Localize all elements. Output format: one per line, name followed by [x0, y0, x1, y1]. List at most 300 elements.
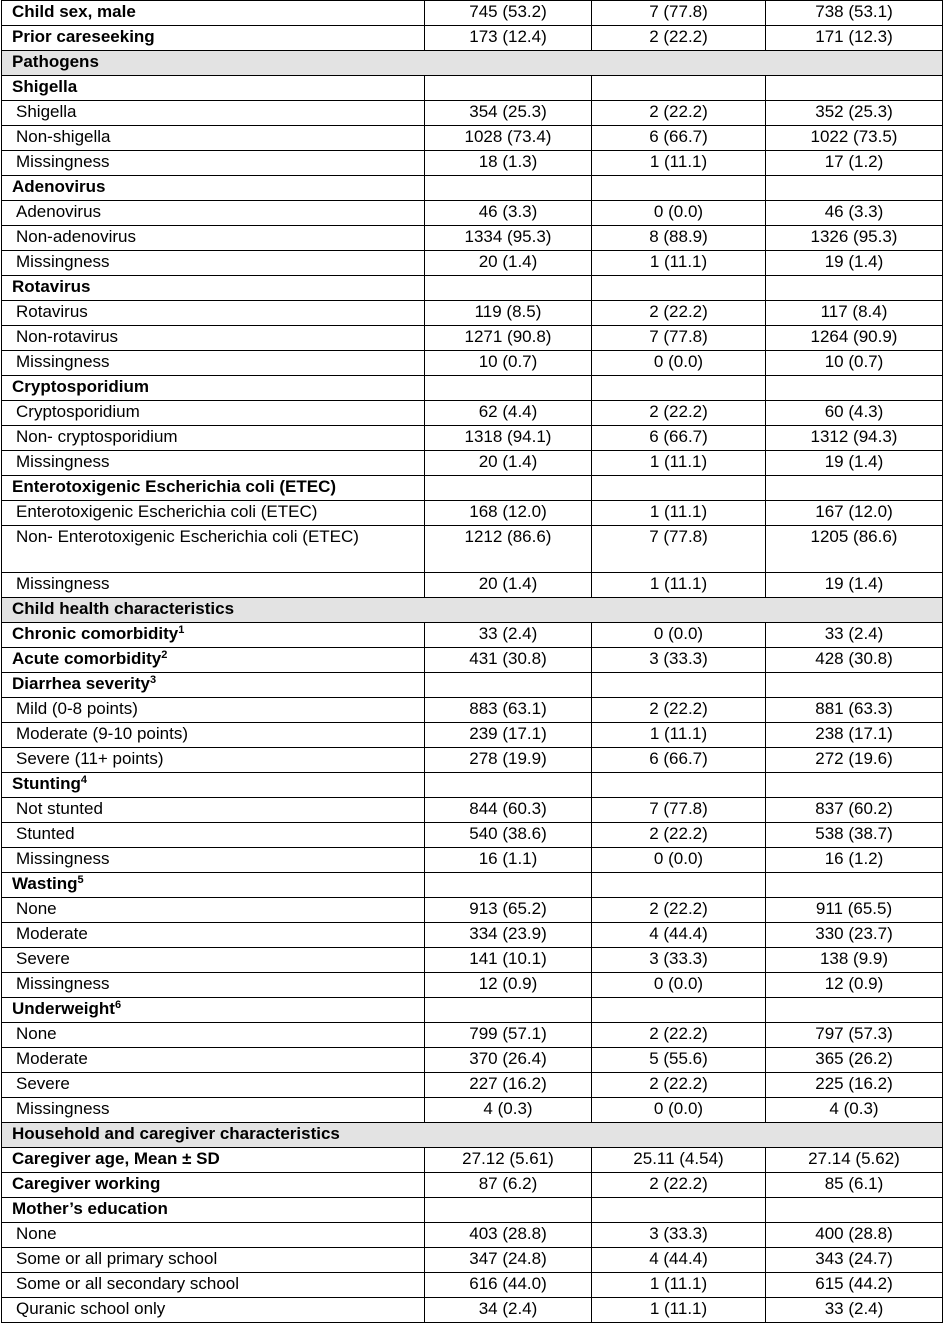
value-cell-col1	[425, 176, 592, 201]
value-cell-col3: 911 (65.5)	[766, 898, 943, 923]
row-label	[2, 26, 425, 51]
value-cell-col1	[425, 476, 592, 501]
value-cell-col2: 6 (66.7)	[592, 426, 766, 451]
value-cell-col1: 745 (53.2)	[425, 1, 592, 26]
value-cell-col3: 16 (1.2)	[766, 848, 943, 873]
table-row-variable	[2, 648, 943, 673]
value-cell-col3: 1326 (95.3)	[766, 226, 943, 251]
value-cell-col3: 10 (0.7)	[766, 351, 943, 376]
table-row-subcategory	[2, 1073, 943, 1098]
value-cell-col2	[592, 673, 766, 698]
row-label-text: Acute comorbidity	[12, 649, 162, 668]
value-cell-col3	[766, 773, 943, 798]
row-label-text: Non- Enterotoxigenic Escherichia coli (ETEC)	[16, 527, 359, 546]
row-label	[2, 923, 425, 948]
row-label	[2, 1273, 425, 1298]
value-cell-col2: 1 (11.1)	[592, 151, 766, 176]
row-label	[2, 873, 425, 898]
row-label-text: Severe	[16, 949, 70, 968]
row-label	[2, 451, 425, 476]
value-cell-col2: 0 (0.0)	[592, 201, 766, 226]
row-label	[2, 1023, 425, 1048]
table-row-variable	[2, 1198, 943, 1223]
value-cell-col2: 1 (11.1)	[592, 1273, 766, 1298]
value-cell-col3: 738 (53.1)	[766, 1, 943, 26]
value-cell-col3: 1264 (90.9)	[766, 326, 943, 351]
value-cell-col3: 881 (63.3)	[766, 698, 943, 723]
row-label	[2, 176, 425, 201]
value-cell-col3	[766, 998, 943, 1023]
row-label	[2, 648, 425, 673]
table-row-variable	[2, 873, 943, 898]
row-label	[2, 476, 425, 501]
row-label	[2, 351, 425, 376]
value-cell-col2: 0 (0.0)	[592, 973, 766, 998]
value-cell-col1: 1028 (73.4)	[425, 126, 592, 151]
value-cell-col3: 33 (2.4)	[766, 623, 943, 648]
value-cell-col3: 19 (1.4)	[766, 573, 943, 598]
value-cell-col3: 117 (8.4)	[766, 301, 943, 326]
row-label-text: Not stunted	[16, 799, 103, 818]
value-cell-col2: 2 (22.2)	[592, 823, 766, 848]
table-row-variable	[2, 1, 943, 26]
table-row-subcategory	[2, 101, 943, 126]
value-cell-col1: 141 (10.1)	[425, 948, 592, 973]
value-cell-col3: 343 (24.7)	[766, 1248, 943, 1273]
value-cell-col2: 8 (88.9)	[592, 226, 766, 251]
value-cell-col1: 168 (12.0)	[425, 501, 592, 526]
row-label	[2, 501, 425, 526]
value-cell-col2: 0 (0.0)	[592, 1098, 766, 1123]
table-row-subcategory	[2, 401, 943, 426]
row-label-text: Shigella	[12, 77, 78, 96]
value-cell-col2: 2 (22.2)	[592, 26, 766, 51]
table-row-variable	[2, 376, 943, 401]
row-label-text: Severe	[16, 1074, 70, 1093]
value-cell-col1: 18 (1.3)	[425, 151, 592, 176]
row-label-text: Mild (0-8 points)	[16, 699, 138, 718]
row-label-text: Cryptosporidium	[12, 377, 149, 396]
value-cell-col2: 1 (11.1)	[592, 723, 766, 748]
value-cell-col3: 171 (12.3)	[766, 26, 943, 51]
row-label-text: Some or all secondary school	[16, 1274, 240, 1293]
value-cell-col3: 538 (38.7)	[766, 823, 943, 848]
row-label-text: Missingness	[16, 974, 110, 993]
value-cell-col1: 431 (30.8)	[425, 648, 592, 673]
section-header-row	[2, 51, 943, 76]
value-cell-col1: 62 (4.4)	[425, 401, 592, 426]
table-row-variable	[2, 1148, 943, 1173]
value-cell-col3: 400 (28.8)	[766, 1223, 943, 1248]
row-label	[2, 1198, 425, 1223]
value-cell-col2	[592, 376, 766, 401]
value-cell-col2: 1 (11.1)	[592, 251, 766, 276]
value-cell-col3: 85 (6.1)	[766, 1173, 943, 1198]
row-label	[2, 126, 425, 151]
value-cell-col2: 7 (77.8)	[592, 526, 766, 573]
value-cell-col1	[425, 673, 592, 698]
table-row-subcategory	[2, 201, 943, 226]
value-cell-col1: 20 (1.4)	[425, 451, 592, 476]
table-row-variable	[2, 276, 943, 301]
value-cell-col2: 25.11 (4.54)	[592, 1148, 766, 1173]
value-cell-col2: 4 (44.4)	[592, 1248, 766, 1273]
row-label	[2, 276, 425, 301]
value-cell-col3: 615 (44.2)	[766, 1273, 943, 1298]
row-label-text: Some or all primary school	[16, 1249, 218, 1268]
value-cell-col3	[766, 673, 943, 698]
value-cell-col1: 20 (1.4)	[425, 573, 592, 598]
row-label	[2, 1248, 425, 1273]
row-label	[2, 948, 425, 973]
table-row-subcategory	[2, 451, 943, 476]
value-cell-col2: 1 (11.1)	[592, 1298, 766, 1323]
footnote-marker: 3	[149, 674, 157, 686]
table-row-subcategory	[2, 1098, 943, 1123]
table-row-subcategory	[2, 526, 943, 573]
value-cell-col3: 12 (0.9)	[766, 973, 943, 998]
row-label-text: Moderate (9-10 points)	[16, 724, 188, 743]
table-row-subcategory	[2, 973, 943, 998]
row-label	[2, 798, 425, 823]
value-cell-col3: 19 (1.4)	[766, 451, 943, 476]
row-label-text: Child sex, male	[12, 2, 136, 21]
value-cell-col1	[425, 1198, 592, 1223]
value-cell-col2: 7 (77.8)	[592, 326, 766, 351]
value-cell-col1: 239 (17.1)	[425, 723, 592, 748]
value-cell-col3	[766, 76, 943, 101]
value-cell-col3	[766, 276, 943, 301]
table-row-variable	[2, 76, 943, 101]
value-cell-col1	[425, 376, 592, 401]
value-cell-col3: 428 (30.8)	[766, 648, 943, 673]
row-label-text: Mother’s education	[12, 1199, 168, 1218]
row-label-text: Missingness	[16, 452, 110, 471]
row-label	[2, 201, 425, 226]
value-cell-col3: 19 (1.4)	[766, 251, 943, 276]
value-cell-col3: 4 (0.3)	[766, 1098, 943, 1123]
table-row-subcategory	[2, 501, 943, 526]
value-cell-col1	[425, 76, 592, 101]
table-row-subcategory	[2, 1023, 943, 1048]
row-label-text: Missingness	[16, 849, 110, 868]
table-body	[2, 1, 943, 1323]
value-cell-col3: 1205 (86.6)	[766, 526, 943, 573]
row-label	[2, 1148, 425, 1173]
value-cell-col2: 3 (33.3)	[592, 948, 766, 973]
table-row-subcategory	[2, 351, 943, 376]
row-label	[2, 673, 425, 698]
section-title: Child health characteristics	[2, 598, 943, 623]
row-label	[2, 101, 425, 126]
value-cell-col3: 352 (25.3)	[766, 101, 943, 126]
table-row-subcategory	[2, 1223, 943, 1248]
row-label-text: Shigella	[16, 102, 77, 121]
table-row-subcategory	[2, 723, 943, 748]
value-cell-col2: 7 (77.8)	[592, 798, 766, 823]
row-label-text: Missingness	[16, 574, 110, 593]
value-cell-col1: 1212 (86.6)	[425, 526, 592, 573]
value-cell-col1: 173 (12.4)	[425, 26, 592, 51]
section-header-row	[2, 1123, 943, 1148]
value-cell-col1: 33 (2.4)	[425, 623, 592, 648]
value-cell-col3: 330 (23.7)	[766, 923, 943, 948]
table-row-variable	[2, 998, 943, 1023]
value-cell-col1: 12 (0.9)	[425, 973, 592, 998]
value-cell-col1: 883 (63.1)	[425, 698, 592, 723]
value-cell-col2: 2 (22.2)	[592, 698, 766, 723]
table-row-subcategory	[2, 698, 943, 723]
table-row-subcategory	[2, 126, 943, 151]
value-cell-col2: 1 (11.1)	[592, 501, 766, 526]
row-label-text: None	[16, 1224, 57, 1243]
table-row-subcategory	[2, 923, 943, 948]
value-cell-col1	[425, 873, 592, 898]
value-cell-col3: 365 (26.2)	[766, 1048, 943, 1073]
row-label	[2, 251, 425, 276]
value-cell-col1: 119 (8.5)	[425, 301, 592, 326]
value-cell-col1: 540 (38.6)	[425, 823, 592, 848]
row-label-text: Underweight	[12, 999, 115, 1018]
row-label	[2, 973, 425, 998]
value-cell-col1: 1318 (94.1)	[425, 426, 592, 451]
row-label	[2, 226, 425, 251]
value-cell-col3: 1022 (73.5)	[766, 126, 943, 151]
value-cell-col3: 46 (3.3)	[766, 201, 943, 226]
row-label	[2, 151, 425, 176]
value-cell-col3: 837 (60.2)	[766, 798, 943, 823]
row-label	[2, 301, 425, 326]
row-label	[2, 1073, 425, 1098]
row-label-text: Prior careseeking	[12, 27, 155, 46]
value-cell-col1: 370 (26.4)	[425, 1048, 592, 1073]
footnote-marker: 6	[114, 999, 122, 1011]
value-cell-col3: 33 (2.4)	[766, 1298, 943, 1323]
characteristics-table	[1, 0, 943, 1323]
value-cell-col1: 799 (57.1)	[425, 1023, 592, 1048]
section-title: Household and caregiver characteristics	[2, 1123, 943, 1148]
value-cell-col2: 2 (22.2)	[592, 101, 766, 126]
value-cell-col3: 225 (16.2)	[766, 1073, 943, 1098]
row-label-text: Wasting	[12, 874, 78, 893]
value-cell-col2: 0 (0.0)	[592, 351, 766, 376]
value-cell-col2: 2 (22.2)	[592, 1073, 766, 1098]
row-label-text: Missingness	[16, 352, 110, 371]
table-row-subcategory	[2, 326, 943, 351]
value-cell-col3: 60 (4.3)	[766, 401, 943, 426]
footnote-marker: 1	[178, 624, 185, 636]
row-label	[2, 1173, 425, 1198]
row-label	[2, 376, 425, 401]
footnote-marker: 4	[80, 774, 88, 786]
section-title: Pathogens	[2, 51, 943, 76]
table-row-subcategory	[2, 426, 943, 451]
row-label-text: Missingness	[16, 152, 110, 171]
row-label	[2, 848, 425, 873]
row-label	[2, 898, 425, 923]
value-cell-col2	[592, 476, 766, 501]
row-label-text: Non- cryptosporidium	[16, 427, 178, 446]
value-cell-col2: 6 (66.7)	[592, 748, 766, 773]
row-label-text: Severe (11+ points)	[16, 749, 164, 768]
row-label	[2, 1048, 425, 1073]
value-cell-col2: 7 (77.8)	[592, 1, 766, 26]
value-cell-col2: 3 (33.3)	[592, 1223, 766, 1248]
value-cell-col1: 34 (2.4)	[425, 1298, 592, 1323]
value-cell-col3	[766, 873, 943, 898]
row-label	[2, 526, 425, 573]
row-label	[2, 823, 425, 848]
footnote-marker: 2	[161, 649, 168, 661]
table-row-subcategory	[2, 848, 943, 873]
value-cell-col2: 3 (33.3)	[592, 648, 766, 673]
value-cell-col1: 16 (1.1)	[425, 848, 592, 873]
row-label	[2, 1098, 425, 1123]
value-cell-col3: 167 (12.0)	[766, 501, 943, 526]
value-cell-col3: 797 (57.3)	[766, 1023, 943, 1048]
table-row-variable	[2, 623, 943, 648]
row-label-text: Diarrhea severity	[12, 674, 150, 693]
value-cell-col1: 844 (60.3)	[425, 798, 592, 823]
row-label-text: Non-shigella	[16, 127, 111, 146]
row-label-text: Non-rotavirus	[16, 327, 119, 346]
value-cell-col3	[766, 176, 943, 201]
table-row-variable	[2, 673, 943, 698]
table-row-subcategory	[2, 798, 943, 823]
row-label-text: Adenovirus	[12, 177, 106, 196]
row-label	[2, 1298, 425, 1323]
value-cell-col3: 138 (9.9)	[766, 948, 943, 973]
table-row-variable	[2, 476, 943, 501]
table-row-subcategory	[2, 1273, 943, 1298]
row-label-text: Rotavirus	[12, 277, 91, 296]
row-label	[2, 623, 425, 648]
value-cell-col3	[766, 1198, 943, 1223]
row-label	[2, 748, 425, 773]
value-cell-col2	[592, 998, 766, 1023]
value-cell-col1: 403 (28.8)	[425, 1223, 592, 1248]
row-label-text: Cryptosporidium	[16, 402, 140, 421]
value-cell-col1: 227 (16.2)	[425, 1073, 592, 1098]
row-label-text: Quranic school only	[16, 1299, 166, 1318]
table-row-subcategory	[2, 1298, 943, 1323]
value-cell-col3: 1312 (94.3)	[766, 426, 943, 451]
row-label	[2, 698, 425, 723]
value-cell-col2	[592, 176, 766, 201]
value-cell-col2: 1 (11.1)	[592, 451, 766, 476]
value-cell-col2: 2 (22.2)	[592, 1023, 766, 1048]
value-cell-col2: 0 (0.0)	[592, 848, 766, 873]
section-header-row	[2, 598, 943, 623]
value-cell-col3	[766, 376, 943, 401]
row-label-text: Adenovirus	[16, 202, 102, 221]
row-label	[2, 723, 425, 748]
row-label	[2, 76, 425, 101]
value-cell-col1: 46 (3.3)	[425, 201, 592, 226]
value-cell-col2: 0 (0.0)	[592, 623, 766, 648]
table-row-subcategory	[2, 748, 943, 773]
value-cell-col1: 87 (6.2)	[425, 1173, 592, 1198]
value-cell-col3: 238 (17.1)	[766, 723, 943, 748]
row-label-text: Moderate	[16, 924, 88, 943]
value-cell-col3: 27.14 (5.62)	[766, 1148, 943, 1173]
row-label	[2, 573, 425, 598]
row-label	[2, 326, 425, 351]
value-cell-col2: 6 (66.7)	[592, 126, 766, 151]
row-label-text: Enterotoxigenic Escherichia coli (ETEC)	[16, 502, 318, 521]
row-label-text: Stunted	[16, 824, 75, 843]
table-row-subcategory	[2, 301, 943, 326]
row-label-text: Stunting	[12, 774, 81, 793]
value-cell-col2	[592, 873, 766, 898]
value-cell-col2	[592, 276, 766, 301]
row-label	[2, 773, 425, 798]
table-row-subcategory	[2, 226, 943, 251]
table-row-variable	[2, 1173, 943, 1198]
value-cell-col3: 17 (1.2)	[766, 151, 943, 176]
value-cell-col2	[592, 1198, 766, 1223]
value-cell-col1	[425, 773, 592, 798]
table-row-subcategory	[2, 1048, 943, 1073]
row-label-text: Non-adenovirus	[16, 227, 137, 246]
value-cell-col2: 5 (55.6)	[592, 1048, 766, 1073]
value-cell-col1: 354 (25.3)	[425, 101, 592, 126]
table-row-variable	[2, 26, 943, 51]
value-cell-col1: 616 (44.0)	[425, 1273, 592, 1298]
value-cell-col1: 4 (0.3)	[425, 1098, 592, 1123]
value-cell-col1	[425, 998, 592, 1023]
value-cell-col1: 347 (24.8)	[425, 1248, 592, 1273]
footnote-marker: 5	[77, 874, 84, 886]
table-row-variable	[2, 773, 943, 798]
value-cell-col3	[766, 476, 943, 501]
value-cell-col2: 4 (44.4)	[592, 923, 766, 948]
table-row-variable	[2, 176, 943, 201]
value-cell-col2: 2 (22.2)	[592, 1173, 766, 1198]
value-cell-col2: 1 (11.1)	[592, 573, 766, 598]
row-label-text: Caregiver working	[12, 1174, 161, 1193]
value-cell-col1: 1271 (90.8)	[425, 326, 592, 351]
row-label-text: Enterotoxigenic Escherichia coli (ETEC)	[12, 477, 337, 496]
table-row-subcategory	[2, 573, 943, 598]
row-label	[2, 426, 425, 451]
table-row-subcategory	[2, 948, 943, 973]
value-cell-col2	[592, 773, 766, 798]
value-cell-col2: 2 (22.2)	[592, 301, 766, 326]
row-label-text: Moderate	[16, 1049, 88, 1068]
table-row-subcategory	[2, 251, 943, 276]
value-cell-col2: 2 (22.2)	[592, 401, 766, 426]
row-label-text: Missingness	[16, 252, 110, 271]
value-cell-col2	[592, 76, 766, 101]
table-row-subcategory	[2, 1248, 943, 1273]
row-label-text: Missingness	[16, 1099, 110, 1118]
table-row-subcategory	[2, 898, 943, 923]
value-cell-col1: 1334 (95.3)	[425, 226, 592, 251]
row-label	[2, 401, 425, 426]
value-cell-col1: 10 (0.7)	[425, 351, 592, 376]
row-label-text: Caregiver age, Mean ± SD	[12, 1149, 220, 1168]
value-cell-col2: 2 (22.2)	[592, 898, 766, 923]
value-cell-col1: 334 (23.9)	[425, 923, 592, 948]
value-cell-col1	[425, 276, 592, 301]
value-cell-col1: 20 (1.4)	[425, 251, 592, 276]
row-label	[2, 1, 425, 26]
table-row-subcategory	[2, 823, 943, 848]
value-cell-col3: 272 (19.6)	[766, 748, 943, 773]
value-cell-col1: 278 (19.9)	[425, 748, 592, 773]
row-label-text: None	[16, 899, 57, 918]
